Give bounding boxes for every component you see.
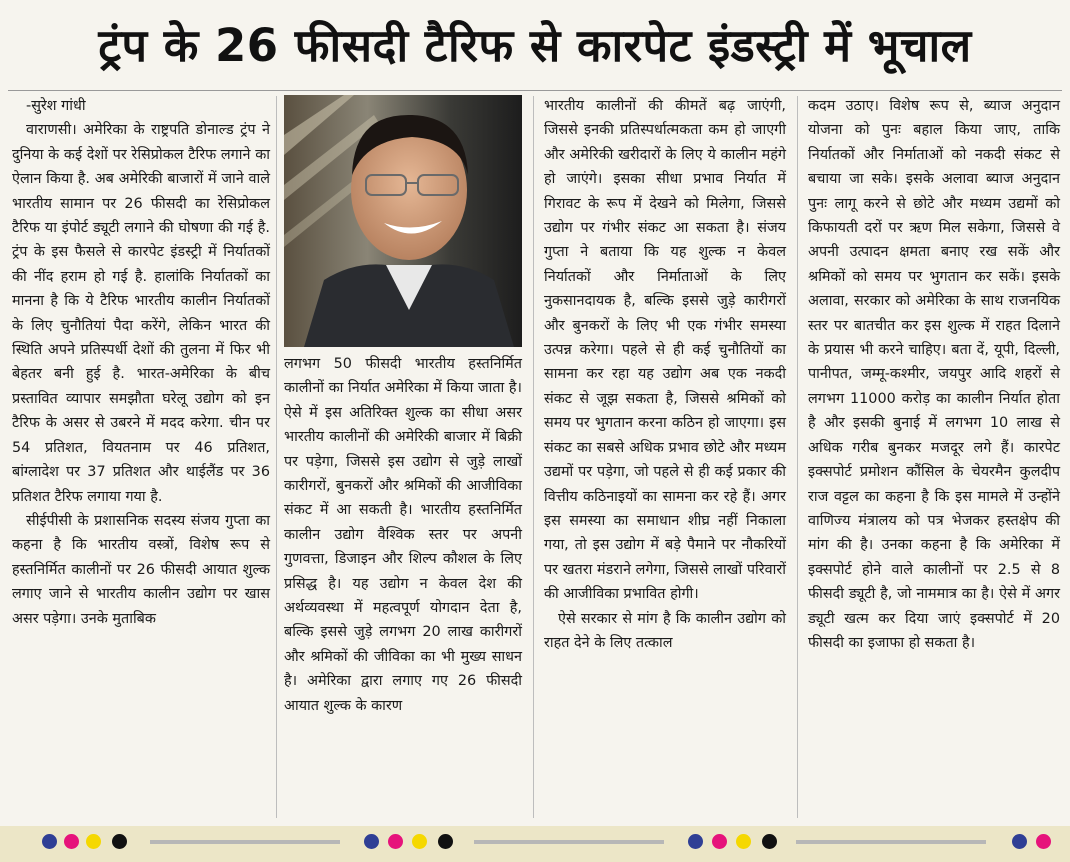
registration-dot-icon: [412, 834, 427, 849]
registration-bar: [796, 840, 986, 844]
registration-dot-icon: [736, 834, 751, 849]
article-column-1: [12, 94, 270, 631]
paragraph: वाराणसी। अमेरिका के राष्ट्रपति डोनाल्ड ट्रंप ने दुनिया के कई देशों पर रेसिप्रोकल टैरिफ लगाने का ऐलान किया है. अब अमेरिकी बाजारों में जाने वाले भारतीय सामान पर 26 फीसदी का रेसिप्रोकल टैरिफ या इंपोर्ट ड्यूटी लगाने की घोषणा की गई है. ट्रंप के इस फैसले से कारपेट इंडस्ट्री में निर्यातकों की नींद हराम हो गई है. हालांकि निर्यातकों का मानना है कि ये टैरिफ भारतीय कालीन निर्यातकों के लिए चुनौतियां पैदा करेंगे, लेकिन भारत की स्थिति अपने प्रतिस्पर्धी देशों की तुलना में फिर भी बेहतर बनी हुई है. भारत-अमेरिका के बीच प्रस्तावित व्यापार समझौता घरेलू उद्योग को इन टैरिफ के असर से उबरने में मदद करेगा. चीन पर 54 प्रतिशत, वियतनाम पर 46 प्रतिशत, बांग्लादेश पर 37 प्रतिशत और थाईलैंड पर 36 प्रतिशत टैरिफ लगाया गया है.: [12, 122, 270, 505]
registration-bar: [474, 840, 664, 844]
registration-dot-icon: [762, 834, 777, 849]
paragraph: ऐसे सरकार से मांग है कि कालीन उद्योग को राहत देने के लिए तत्काल: [544, 610, 786, 651]
headline: ट्रंप के 26 फीसदी टैरिफ से कारपेट इंडस्ट्री में भूचाल: [98, 18, 972, 72]
portrait-photo: [284, 95, 522, 347]
column-divider: [276, 96, 277, 818]
column-divider: [533, 96, 534, 818]
portrait-photo-icon: [284, 95, 522, 347]
registration-dot-icon: [438, 834, 453, 849]
registration-dot-icon: [86, 834, 101, 849]
registration-dot-icon: [112, 834, 127, 849]
registration-dot-icon: [1036, 834, 1051, 849]
registration-dot-icon: [64, 834, 79, 849]
article-column-4: [808, 94, 1060, 655]
print-registration-strip: [0, 826, 1070, 862]
column-divider: [797, 96, 798, 818]
registration-bar: [150, 840, 340, 844]
registration-dot-icon: [688, 834, 703, 849]
paragraph: कदम उठाए। विशेष रूप से, ब्याज अनुदान योजना को पुनः बहाल किया जाए, ताकि निर्यातकों और निर्माताओं को नकदी संकट से बचाया जा सके। इसके अलावा ब्याज अनुदान पुनः लागू करने से छोटे और मध्यम उद्यमों को किफायती दरों पर ऋण मिल सकेगा, जिससे वे अपनी उत्पादन क्षमता बनाए रख सकें और श्रमिकों को समय पर भुगतान कर सकें। इसके अलावा, सरकार को अमेरिका के साथ राजनयिक स्तर पर बातचीत कर इस शुल्क में राहत दिलाने के प्रयास भी करने चाहिए। बता दें, यूपी, दिल्ली, पानीपत, जम्मू-कश्मीर, जयपुर आदि शहरों से लगभग 11000 करोड़ का कालीन निर्यात होता है और इसकी बुनाई में लगभग 10 लाख से अधिक गरीब बुनकर मजदूर लगे हैं। कारपेट इक्सपोर्ट प्रमोशन कौंसिल के चेयरमैन कुलदीप राज वट्टल का कहना है कि इस मामले में उन्होंने वाणिज्य मंत्रालय को पत्र भेजकर हस्तक्षेप की मांग की है। उनका कहना है कि अमेरिका में इक्सपोर्ट होने वाले कालीनों पर 2.5 से 8 फीसदी ड्यूटी है, जो नाममात्र का है। ऐसे में अगर ड्यूटी खत्म कर दिया जाएं इक्सपोर्ट में 20 फीसदी का इजाफा हो सकता है।: [808, 98, 1060, 651]
registration-dot-icon: [712, 834, 727, 849]
article-column-2: [284, 352, 522, 718]
paragraph: सीईपीसी के प्रशासनिक सदस्य संजय गुप्ता का कहना है कि भारतीय वस्त्रों, विशेष रूप से हस्तनिर्मित कालीनों पर 26 फीसदी आयात शुल्क लगाए जाने से भारतीय कालीन उद्योग पर खास असर पड़ेगा। उनके मुताबिक: [12, 512, 270, 627]
headline-rule: [8, 90, 1062, 91]
paragraph: भारतीय कालीनों की कीमतें बढ़ जाएंगी, जिससे इनकी प्रतिस्पर्धात्मकता कम हो जाएगी और अमेरिकी खरीदारों के लिए ये कालीन महंगे हो जाएंगे। इसका सीधा प्रभाव निर्यात में गिरावट के रूप में देखने को मिलेगा, जिससे उद्योग पर गंभीर संकट आ सकता है। संजय गुप्ता ने बताया कि यह शुल्क न केवल निर्यातकों और निर्माताओं के लिए नुकसानदायक है, बल्कि इससे जुड़े कारीगरों और बुनकरों के लिए भी एक गंभीर समस्या उत्पन्न करेगा। पहले से ही कई चुनौतियों का सामना कर रहा यह उद्योग अब एक नकदी संकट से जूझ सकता है, जिससे श्रमिकों को समय पर भुगतान करना कठिन हो जाएगा। इस संकट का सबसे अधिक प्रभाव छोटे और मध्यम उद्यमों पर पड़ेगा, जो पहले से ही कई प्रकार की वित्तीय कठिनाइयों का सामना कर रहे हैं। अगर इस समस्या का समाधान शीघ्र नहीं निकाला गया, तो इस उद्योग में बड़े पैमाने पर नौकरियों पर खतरा मंडराने लगेगा, जिससे लाखों परिवारों की आजीविका प्रभावित होगी।: [544, 98, 786, 603]
byline: -सुरेश गांधी: [26, 98, 86, 114]
registration-dot-icon: [388, 834, 403, 849]
registration-dot-icon: [42, 834, 57, 849]
article-column-3: [544, 94, 786, 655]
registration-dot-icon: [1012, 834, 1027, 849]
paragraph: लगभग 50 फीसदी भारतीय हस्तनिर्मित कालीनों का निर्यात अमेरिका में किया जाता है। ऐसे में इस अतिरिक्त शुल्क का सीधा असर भारतीय कालीनों की अमेरिकी बाजार में बिक्री पर पड़ेगा, जिससे इस उद्योग से जुड़े लाखों कारीगरों, बुनकरों और श्रमिकों की आजीविका संकट में आ सकती है। भारतीय हस्तनिर्मित कालीन उद्योग वैश्विक स्तर पर अपनी गुणवत्ता, डिजाइन और शिल्प कौशल के लिए प्रसिद्ध है। यह उद्योग न केवल देश की अर्थव्यवस्था में महत्वपूर्ण योगदान देता है, बल्कि इससे जुड़े लगभग 20 लाख कारीगरों और श्रमिकों की जीविका का भी मुख्य साधन है। अमेरिका द्वारा लगाए गए 26 फीसदी आयात शुल्क के कारण: [284, 356, 522, 714]
registration-dot-icon: [364, 834, 379, 849]
